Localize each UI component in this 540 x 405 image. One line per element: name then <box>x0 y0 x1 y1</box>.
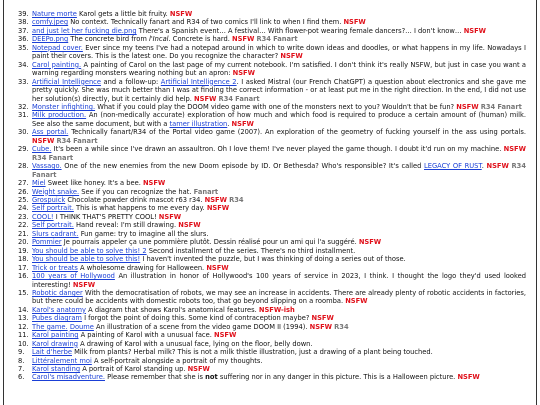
item-number: 11. <box>18 331 29 340</box>
description-text: suffering nor in any danger in this picture. This is a Halloween picture. <box>217 373 458 382</box>
r34-tag: R34 <box>511 162 526 171</box>
artwork-link[interactable]: Pommier <box>32 238 62 247</box>
description-text: Technically fanart/R34 of the Portal video game (2007). An exploration of the geometry of fucking yourself in the ass using portals. <box>68 128 526 137</box>
artwork-link[interactable]: Trick or treats <box>32 263 78 272</box>
item-number: 19. <box>18 246 29 255</box>
list-item <box>18 357 526 365</box>
nsfw-tag: NSFW <box>457 373 480 382</box>
fanart-tag: Fanart <box>48 153 74 162</box>
item-number: 35. <box>18 43 29 52</box>
artwork-link[interactable]: Ass portal. <box>32 128 69 137</box>
item-number: 24. <box>18 204 29 213</box>
artwork-link[interactable]: Slurs cadrant. <box>32 229 79 238</box>
description-text: The concrete bird from <box>68 35 149 44</box>
description-text: This is what happens to me every day. <box>73 204 207 213</box>
description-text: Chocolate powder drink mascot r63 r34. <box>65 195 205 204</box>
nsfw-tag: NSFW-ish <box>258 305 295 314</box>
item-number: 17. <box>18 263 29 272</box>
description-text: With the democratisation of robots, we may see an increase in accidents. There are already plenty of robotic accidents in factories, but there could be accidents with domestic robots too, that go beyond slipping on a roomba. <box>32 288 526 306</box>
nsfw-tag: NSFW <box>231 119 254 128</box>
artwork-link[interactable]: Miel <box>32 179 46 188</box>
artwork-list <box>4 0 536 382</box>
description-text: . <box>227 119 232 128</box>
description-text: . Concrete is hard. <box>168 35 232 44</box>
item-number: 31. <box>18 111 29 120</box>
description-text: Hand reveal: I'm still drawing. <box>73 221 179 230</box>
artwork-link[interactable]: Karol's anatomy <box>32 305 86 314</box>
description-text: Second installment of the series. There's no third installment. <box>146 246 356 255</box>
list-item <box>18 27 526 35</box>
list-item <box>18 103 526 111</box>
list-item <box>18 44 526 61</box>
list-item <box>18 35 526 43</box>
artwork-link[interactable]: Artificial Intelligence 2 <box>160 77 237 86</box>
fanart-tag: Fanart <box>497 102 522 111</box>
artwork-link[interactable]: Karol painting <box>32 331 79 340</box>
artwork-link[interactable]: comfy.jpeg <box>32 18 69 27</box>
item-number: 32. <box>18 102 29 111</box>
artwork-link[interactable]: Milk production. <box>32 111 87 120</box>
nsfw-tag: NSFW <box>358 238 382 247</box>
item-number: 33. <box>18 77 29 86</box>
nsfw-tag: NSFW <box>231 35 255 44</box>
artwork-link[interactable]: Self portrait. <box>32 204 74 213</box>
item-number: 36. <box>18 35 29 44</box>
artwork-link[interactable]: and just let her fucking die.png <box>32 26 137 35</box>
artwork-link[interactable]: DEEPo.png <box>32 35 69 44</box>
nsfw-tag: NSFW <box>194 94 217 103</box>
nsfw-tag: NSFW <box>311 314 334 323</box>
item-number: 6. <box>18 373 25 382</box>
list-item <box>18 204 526 212</box>
item-number: 12. <box>18 322 29 331</box>
item-number: 23. <box>18 212 29 221</box>
item-number: 26. <box>18 187 29 196</box>
list-item <box>18 314 526 322</box>
list-item <box>18 373 526 381</box>
list-item <box>18 213 526 221</box>
nsfw-tag: NSFW <box>158 212 182 221</box>
item-number: 28. <box>18 162 29 171</box>
artwork-link[interactable]: Vassago. <box>32 162 62 171</box>
artwork-link[interactable]: Monster infighting. <box>32 102 96 111</box>
artwork-link[interactable]: Grospuick <box>32 195 66 204</box>
list-item <box>18 306 526 314</box>
list-item <box>18 78 526 103</box>
list-item <box>18 221 526 229</box>
item-number: 16. <box>18 272 29 281</box>
item-number: 30. <box>18 128 29 137</box>
list-item <box>18 255 526 263</box>
italic-text: l'Incal <box>148 35 169 44</box>
fanart-tag: Fanart <box>235 94 260 103</box>
description-text: A painting of Carol on the last page of my current notebook. I'm satisfied. I don't think it's really NSFW, but just in case you want a warning regarding monsters wearing nothing but an apron: <box>32 60 526 78</box>
artwork-link[interactable]: Karol drawing <box>32 339 78 348</box>
r34-tag: R34 <box>229 195 244 204</box>
nsfw-tag: NSFW <box>486 162 509 171</box>
item-number: 21. <box>18 229 29 238</box>
artwork-link[interactable]: Carol painting. <box>32 60 82 69</box>
artwork-link[interactable]: Cube. <box>32 145 52 154</box>
artwork-link[interactable]: Self portrait. <box>32 221 74 230</box>
artwork-link[interactable]: Littéralement moi <box>32 356 92 365</box>
item-number: 27. <box>18 179 29 188</box>
item-number: 13. <box>18 314 29 323</box>
item-number: 18. <box>18 255 29 264</box>
item-number: 22. <box>18 221 29 230</box>
description-text: Please remember that she is <box>104 373 206 382</box>
artwork-link[interactable]: The game. <box>32 322 68 331</box>
nsfw-tag: NSFW <box>169 10 193 18</box>
artwork-link[interactable]: LEGACY OF RUST <box>424 162 482 171</box>
description-text: Milk from plants? Herbal milk? This is not a milk thistle illustration, just a drawing of a plant being touched. <box>71 348 433 357</box>
description-text: What if you could play the DOOM video game with one of the monsters next to you? Wouldn't that be fun? <box>95 102 457 111</box>
r34-tag: R34 <box>256 35 271 44</box>
list-item <box>18 323 526 331</box>
nsfw-tag: NSFW <box>456 102 479 111</box>
description-text: There's a Spanish event… A festival… With flower-pot wearing female dancers?… I don't know… <box>136 26 464 35</box>
nsfw-tag: NSFW <box>178 221 201 230</box>
artwork-link[interactable]: Lait d'herbe <box>32 348 72 357</box>
list-item <box>18 348 526 356</box>
description-text: An (non-medically accurate) exploration of how much and which food is required to produce a certain amount of (human) milk. See also the same document, but with a <box>32 111 526 128</box>
description-text: I haven't invented the puzzle, but I was thinking of doing a series out of those. <box>140 255 406 264</box>
description-text: I forgot the point of doing this. Some kind of contraception maybe? <box>81 314 312 323</box>
artwork-link[interactable]: Carol's misadventure. <box>32 373 105 382</box>
artwork-link[interactable]: Nature morte <box>32 10 77 18</box>
list-item <box>18 196 526 204</box>
item-number: 38. <box>18 18 29 27</box>
artwork-link[interactable]: Weight snake. <box>32 187 80 196</box>
nsfw-tag: NSFW <box>204 195 227 204</box>
list-item <box>18 18 526 26</box>
list-item <box>18 145 526 162</box>
list-item <box>18 272 526 289</box>
nsfw-tag: NSFW <box>463 26 487 35</box>
artwork-link[interactable]: You should be able to solve this! <box>32 255 141 264</box>
description-text: An illustration in honor of Hollywood's 100 years of service in 2023, I think. I thought the logo they'd used looked interesting! <box>32 272 526 289</box>
nsfw-tag: NSFW <box>503 145 526 154</box>
bold-text: not <box>205 373 218 382</box>
item-number: 15. <box>18 288 29 297</box>
item-number: 8. <box>18 356 25 365</box>
description-text: . I asked Mistral (our French ChatGPT) a question about electronics and she gave me pretty quickly. She was much better than I was at finding the correct information - or at least put me in the right direction. In the end, I did not use her solution(s) directly, but it certainly did help. <box>32 77 526 103</box>
fanart-tag: Fanart <box>32 170 57 179</box>
fanart-tag: Fanart <box>273 35 298 44</box>
artwork-link[interactable]: COOL! <box>32 212 54 221</box>
fanart-tag: Fanart <box>73 136 98 145</box>
r34-tag: R34 <box>218 94 234 103</box>
page-frame <box>3 0 537 405</box>
description-text: A wholesome drawing for Halloween. <box>77 263 207 272</box>
nsfw-tag: NSFW <box>72 280 96 289</box>
artwork-link[interactable]: Artificial Intelligence <box>32 77 101 86</box>
list-item <box>18 331 526 339</box>
list-item <box>18 230 526 238</box>
description-text: Sweet like honey. It's a bee. <box>45 179 143 188</box>
description-text: A self-portrait alongside a portrait of my thoughts. <box>91 356 263 365</box>
item-number: 37. <box>18 26 29 35</box>
nsfw-tag: NSFW <box>343 18 366 27</box>
item-number: 29. <box>18 145 29 154</box>
artwork-link[interactable]: Doume <box>69 322 94 331</box>
list-item <box>18 162 526 179</box>
item-number: 34. <box>18 60 29 69</box>
item-number: 10. <box>18 339 29 348</box>
description-text: Je pourrais appeler ça une pommière plutôt. Dessin réalisé pour un ami qui l'a suggéré. <box>61 238 359 247</box>
description-text: and a follow-up: <box>100 77 161 86</box>
artwork-link[interactable]: You should be able to solve this! 2 <box>32 246 147 255</box>
nsfw-tag: NSFW <box>309 322 333 331</box>
fanart-tag: Fanart <box>193 187 219 196</box>
description-text: A portrait of Karol standing up. <box>80 365 188 374</box>
list-item <box>18 289 526 306</box>
nsfw-tag: NSFW <box>280 52 303 61</box>
description-text: . <box>481 162 487 171</box>
nsfw-tag: NSFW <box>187 365 210 374</box>
artwork-link[interactable]: Robotic danger <box>32 288 83 297</box>
nsfw-tag: NSFW <box>142 179 166 188</box>
description-text: See if you can recognize the hat. <box>79 187 194 196</box>
description-text: A diagram that shows Karol's anatomical features. <box>86 305 259 314</box>
list-item <box>18 10 526 18</box>
list-item <box>18 247 526 255</box>
list-item <box>18 179 526 187</box>
list-item <box>18 111 526 128</box>
nsfw-tag: NSFW <box>232 69 255 78</box>
nsfw-tag: NSFW <box>206 204 230 213</box>
artwork-link[interactable]: 100 years of Hollywood <box>32 272 115 281</box>
item-number: 14. <box>18 305 29 314</box>
r34-tag: R34 <box>480 102 496 111</box>
nsfw-tag: NSFW <box>32 136 55 145</box>
item-number: 39. <box>18 10 29 18</box>
description-text: It's been a while since I've drawn an assaultron. Oh I love them! I've never played the game though. I doubt it'd run on my machine. <box>51 145 504 154</box>
list-item <box>18 188 526 196</box>
item-number: 25. <box>18 195 29 204</box>
artwork-link[interactable]: tamer illustration <box>169 119 228 128</box>
artwork-link[interactable]: Notepad cover. <box>32 43 83 52</box>
list-item <box>18 365 526 373</box>
description-text: No context. Technically fanart and R34 of two comics I'll link to when I find them. <box>68 18 344 27</box>
artwork-link[interactable]: Pubes diagram <box>32 314 82 323</box>
nsfw-tag: NSFW <box>213 331 237 340</box>
list-item <box>18 61 526 78</box>
nsfw-tag: NSFW <box>206 263 229 272</box>
description-text: An illustration of a scene from the video game DOOM II (1994). <box>93 322 310 331</box>
description-text: I THINK THAT'S PRETTY COOL! <box>53 212 159 221</box>
list-item <box>18 128 526 145</box>
list-item <box>18 340 526 348</box>
description-text: Karol gets a little bit fruity. <box>76 10 170 18</box>
r34-tag: R34 <box>334 322 349 331</box>
description-text: One of the new enemies from the new Doom episode by ID. Or Bethesda? Who's responsible? It's called <box>61 162 424 171</box>
r34-tag: R34 <box>32 153 47 162</box>
list-item <box>18 264 526 272</box>
nsfw-tag: NSFW <box>345 297 368 306</box>
item-number: 7. <box>18 365 25 374</box>
list-item <box>18 238 526 246</box>
description-text: Fun game: try to imagine all the slurs. <box>78 229 209 238</box>
r34-tag: R34 <box>56 136 71 145</box>
description-text: A drawing of Karol with a unusual face, lying on the floor, belly down. <box>77 339 313 348</box>
item-number: 20. <box>18 238 29 247</box>
description-text: A painting of Karol with a unusual face. <box>78 331 214 340</box>
item-number: 9. <box>18 348 25 357</box>
description-text: Ever since my teens I've had a notepad around in which to write down ideas and doodles, or what happens in my life. Nowadays I paint their covers. This is the latest one. Do you recognize the character? <box>32 43 526 61</box>
artwork-link[interactable]: Karol standing <box>32 365 81 374</box>
